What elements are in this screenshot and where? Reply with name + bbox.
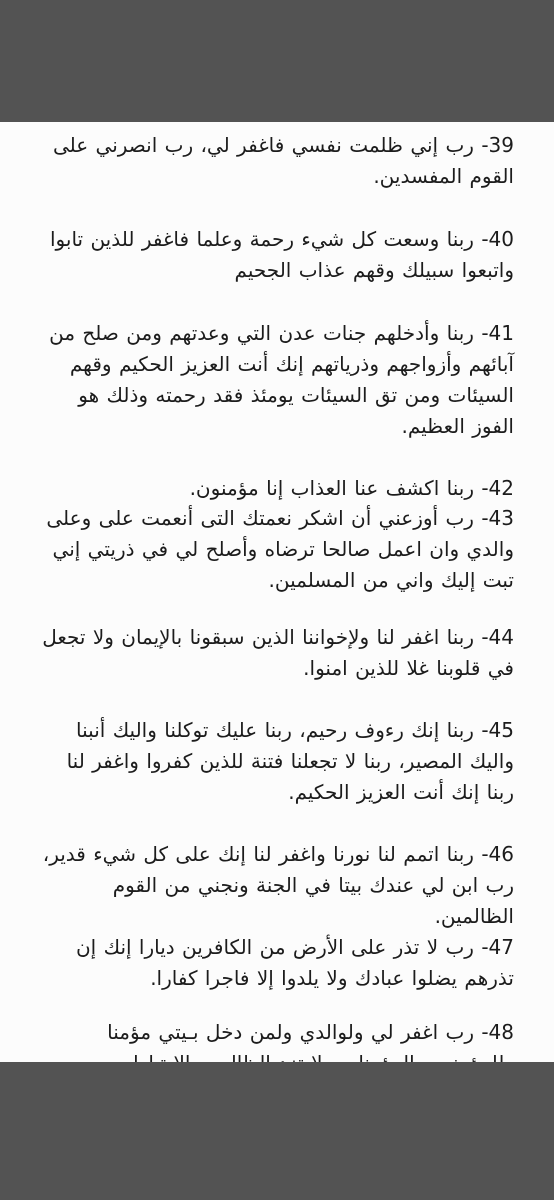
bottom-dark-band [0, 1062, 554, 1200]
dua-item-40: 40- ربنا وسعت كل شيء رحمة وعلما فاغفر للذين تابوا واتبعوا سبيلك وقهم عذاب الجحيم [49, 227, 514, 282]
dua-item-39: 39- رب إني ظلمت نفسي فاغفر لي، رب انصرني على القوم المفسدين. [52, 133, 514, 188]
dua-item-44: 44- ربنا اغفر لنا ولإخواننا الذين سبقونا بالإيمان ولا تجعل في قلوبنا غلا للذين امنوا. [42, 625, 514, 680]
dua-item-47: 47- رب لا تذر على الأرض من الكافرين ديارا إنك إن تذرهم يضلوا عبادك ولا يلدوا إلا فاجرا كفارا. [75, 935, 514, 990]
dua-item-43: 43- رب أوزعني أن اشكر نعمتك التى أنعمت على وعلى والدي وان اعمل صالحا ترضاه وأصلح لي في ذريتي إني تبت إليك واني من المسلمين. [46, 506, 514, 592]
dua-item-41: 41- ربنا وأدخلهم جنات عدن التي وعدتهم ومن صلح من آبائهم وأزواجهم وذرياتهم إنك أنت العزيز الحكيم وقهم السيئات ومن تق السيئات يومئذ فقد رحمته وذلك هو الفوز العظيم. [49, 321, 514, 438]
dua-item-45: 45- ربنا إنك رءوف رحيم، ربنا عليك توكلنا واليك أنبنا واليك المصير، ربنا لا تجعلنا فتنة للذين كفروا واغفر لنا ربنا إنك أنت العزيز الحكيم. [66, 718, 514, 804]
top-dark-band [0, 0, 554, 122]
dua-item-48: 48- رب اغفر لي ولوالدي ولمن دخل بـيتي مؤمنا [107, 1020, 514, 1044]
dua-item-46: 46- ربنا اتمم لنا نورنا واغفر لنا إنك على كل شيء قدير، رب ابن لي عندك بيتا في الجنة ونجني من القوم الظالمين. [42, 842, 514, 928]
dua-item-42: 42- ربنا اكشف عنا العذاب إنا مؤمنون. [189, 476, 514, 500]
